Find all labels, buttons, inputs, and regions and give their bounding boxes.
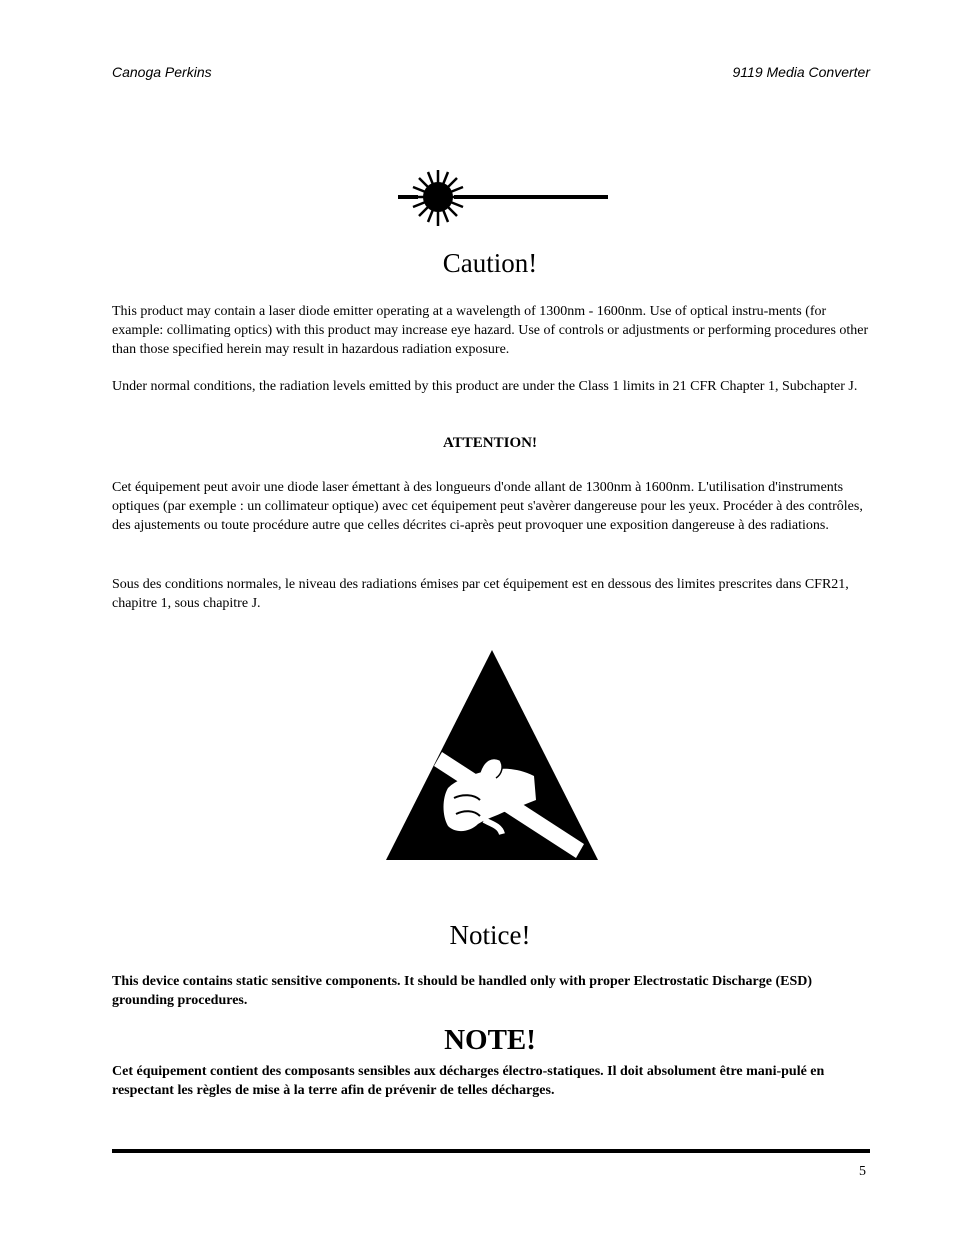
note-heading: NOTE! (444, 1024, 536, 1056)
caution-heading: Caution! (442, 248, 538, 278)
caution-paragraph-2: Under normal conditions, the radiation levels emitted by this product are under the Class 1 limits in 21 CFR Chapter 1, Subchapter J. (112, 379, 858, 394)
header-company: Canoga Perkins (112, 64, 212, 80)
esd-sensitive-warning-icon (384, 648, 600, 864)
attention-paragraph-1: Cet équipement peut avoir une diode laser émettant à des longueurs d'onde allant de 1300nm à 1600nm. L'utilisation d'instruments optiques (par exemple : un collimateur optique) avec cet équipement peut s'avèrer dangereuse pour les yeux. Procéder à des contrôles, des ajustements ou toute procédure autre que celles décrites ci-après peut provoquer une exposition dangereuse à des radiations. (112, 480, 863, 533)
notice-paragraph: This device contains static sensitive components. It should be handled only with proper Electrostatic Discharge (ESD) grounding procedures. (112, 974, 813, 1008)
laser-radiation-icon (398, 168, 610, 230)
attention-paragraph-2: Sous des conditions normales, le niveau des radiations émises par cet équipement est en dessous des limites prescrites dans CFR21, chapitre 1, sous chapitre J. (112, 577, 849, 611)
header-product: 9119 Media Converter (732, 64, 870, 80)
caution-paragraph-1: This product may contain a laser diode emitter operating at a wavelength of 1300nm - 1600nm. Use of optical instru-ments (for example: collimating optics) with this product may increase eye hazard. Use of controls or adjustments or performing procedures other than those specified herein may result in hazardous radiation exposure. (112, 304, 869, 357)
attention-heading: ATTENTION! (443, 435, 537, 451)
footer-rule (112, 1149, 870, 1153)
note-paragraph: Cet équipement contient des composants sensibles aux décharges électro-statiques. Il doit absolument être mani-pulé en respectant les règles de mise à la terre afin de prévenir de telles décharges. (112, 1064, 825, 1098)
notice-heading: Notice! (449, 920, 531, 950)
page-number: 5 (859, 1164, 866, 1179)
